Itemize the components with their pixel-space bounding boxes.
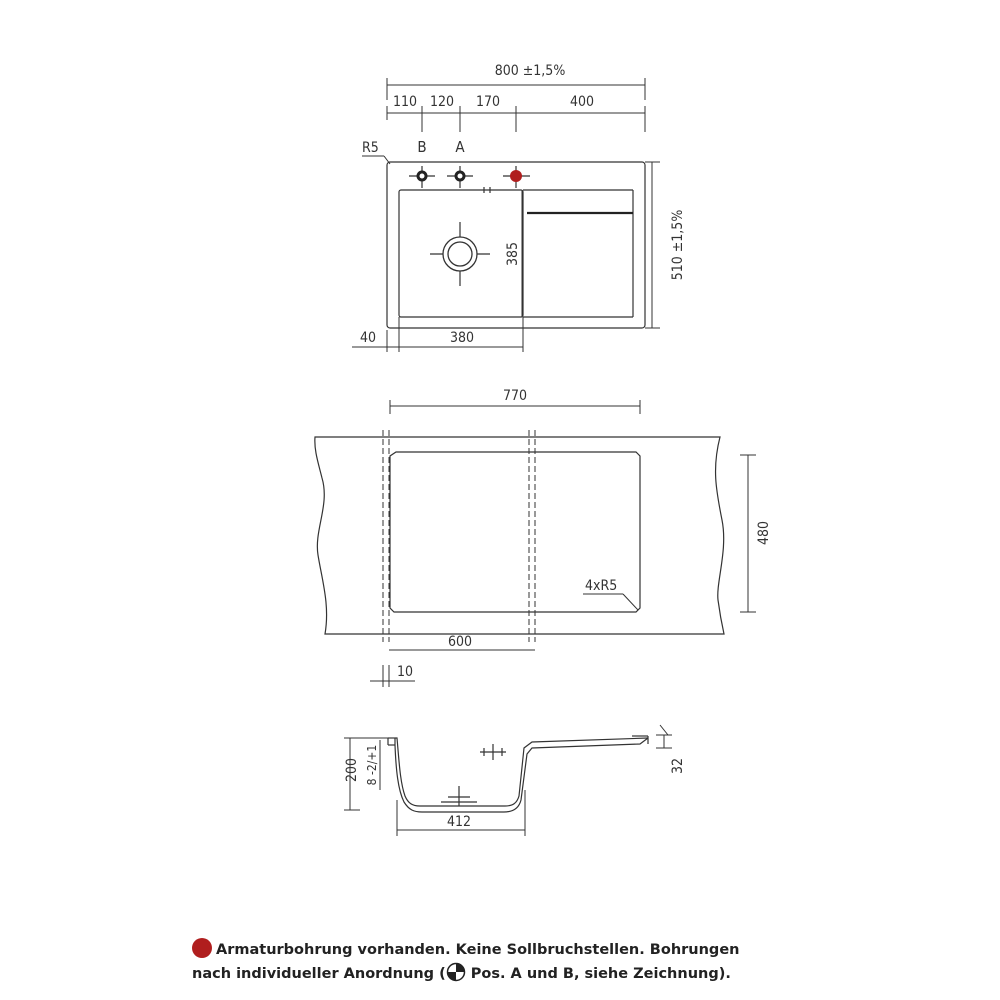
- dim-segment-2: 120: [429, 94, 455, 110]
- position-marker-icon: [446, 962, 466, 982]
- dim-section-tolerance: 8 -2/+1: [365, 744, 379, 786]
- dim-segment-3: 170: [475, 94, 501, 110]
- legend-line-1: [192, 938, 832, 962]
- legend: [192, 938, 832, 986]
- dim-section-height: 200: [344, 757, 360, 783]
- cutout-view: [315, 388, 772, 687]
- drain-icon: [430, 222, 490, 286]
- top-view: [352, 63, 686, 352]
- dim-segment-1: 110: [392, 94, 418, 110]
- legend-text-1: Armaturbohrung vorhanden. Keine Sollbruchstellen. Bohrungen: [216, 942, 740, 958]
- legend-text-2b: Pos. A und B, siehe Zeichnung).: [465, 966, 731, 982]
- tap-section-icon: [480, 744, 506, 760]
- dim-bottom-width: 412: [446, 814, 472, 830]
- drain-section-icon: [441, 786, 477, 806]
- dim-bowl-width: 380: [449, 330, 475, 346]
- dim-offset: 40: [359, 330, 377, 346]
- cutout-corner-radius-label: 4xR5: [585, 578, 618, 594]
- dim-bowl-cutout-width: 600: [447, 634, 473, 650]
- section-view: [344, 725, 686, 836]
- dim-cutout-offset: 10: [396, 664, 414, 680]
- existing-tap-hole-icon: [503, 166, 530, 188]
- dim-cutout-width: 770: [502, 388, 528, 404]
- dim-height: 510 ±1,5%: [670, 209, 686, 281]
- tap-hole-a-icon: [447, 166, 473, 188]
- legend-text-2a: nach individueller Anordnung (: [192, 966, 446, 982]
- red-dot-icon: [192, 938, 212, 958]
- tap-hole-b-icon: [409, 166, 435, 188]
- legend-line-2: [192, 962, 832, 986]
- dim-rim-height: 32: [670, 757, 686, 775]
- dim-segment-4: 400: [569, 94, 595, 110]
- hole-label-a: A: [455, 138, 465, 156]
- dim-overall-width: 800 ±1,5%: [494, 63, 566, 79]
- dim-bowl-depth: 385: [505, 241, 521, 267]
- dim-cutout-height: 480: [756, 520, 772, 546]
- hole-label-b: B: [417, 138, 427, 156]
- corner-radius-label: R5: [362, 140, 379, 156]
